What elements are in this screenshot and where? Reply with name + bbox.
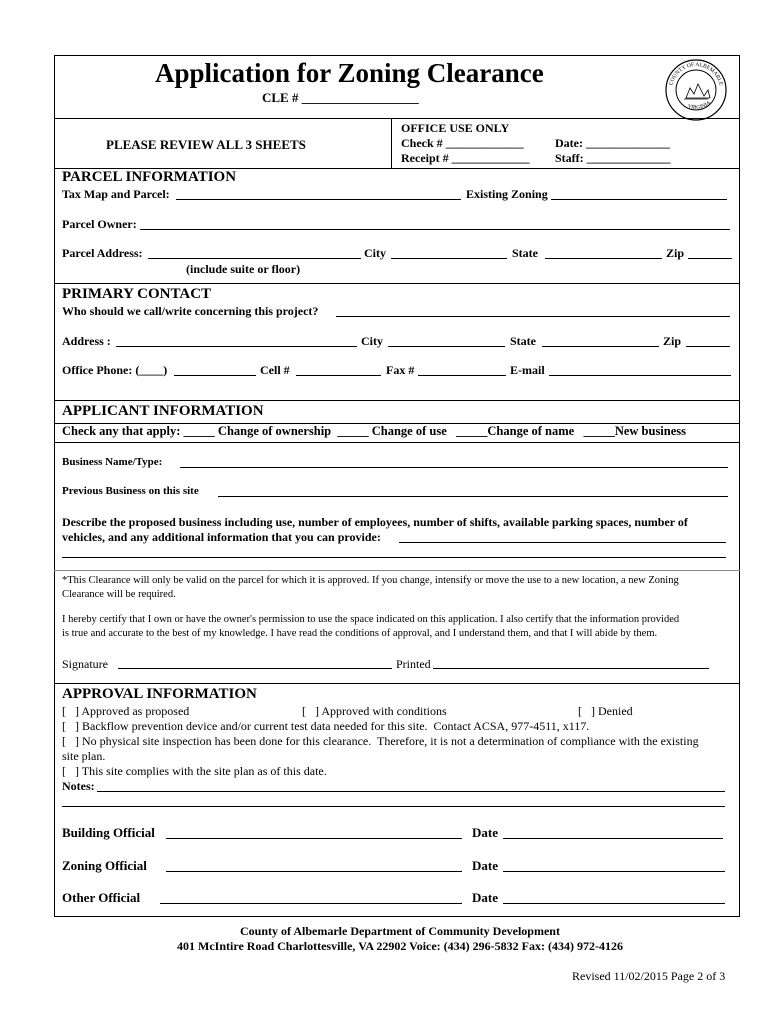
check-any-options[interactable]: Check any that apply: _____ Change of ownership _____ Change of use _____Change of name _____New business [62,424,687,438]
parcel-owner-field[interactable] [140,229,730,230]
contact-question-label: Who should we call/write concerning this project? [62,304,319,318]
building-official-field[interactable] [166,838,462,839]
other-date-field[interactable] [503,903,725,904]
parcel-heading: PARCEL INFORMATION [62,169,237,185]
contact-address-label: Address : [62,334,111,348]
office-phone-field[interactable] [174,375,256,376]
previous-business-field[interactable] [218,496,728,497]
zoning-official-label: Zoning Official [62,858,147,873]
contact-city-field[interactable] [388,346,505,347]
previous-business-label: Previous Business on this site [62,485,199,497]
county-seal-icon [664,58,728,122]
footer-department: County of Albemarle Department of Community Development [240,924,560,938]
email-label: E-mail [510,363,545,377]
contact-heading: PRIMARY CONTACT [62,286,212,302]
cell-field[interactable] [296,375,381,376]
office-use-title: OFFICE USE ONLY [401,121,510,135]
cell-label: Cell # [260,363,290,377]
validity-note-2: Clearance will be required. [62,589,176,600]
zoning-official-field[interactable] [166,871,462,872]
no-inspection-text-2: site plan. [62,749,106,763]
describe-field-1[interactable] [399,542,726,543]
signature-label: Signature [62,657,108,671]
notes-field-2[interactable] [62,806,725,807]
parcel-state-field[interactable] [545,258,662,259]
describe-label-1: Describe the proposed business including use, number of employees, number of shifts, available parking spaces, number of [62,515,688,529]
certify-text-2: is true and accurate to the best of my knowledge. I have read the conditions of approval, and I understand them, and that I will abide by them. [62,628,658,639]
contact-zip-field[interactable] [686,346,730,347]
applicant-heading: APPLICANT INFORMATION [62,403,264,419]
other-official-label: Other Official [62,890,141,905]
parcel-city-field[interactable] [391,258,507,259]
business-name-label: Business Name/Type: [62,456,163,468]
parcel-city-label: City [364,246,386,260]
cle-number-field[interactable]: CLE # __________________ [262,90,419,105]
approved-conditions-checkbox[interactable]: [ ] Approved with conditions [302,704,447,718]
notes-label: Notes: [62,779,95,793]
denied-checkbox[interactable]: [ ] Denied [578,704,633,718]
staff-field[interactable]: Staff: ______________ [555,151,671,165]
page-title: Application for Zoning Clearance [155,58,544,88]
printed-label: Printed [396,657,431,671]
parcel-address-field[interactable] [148,258,361,259]
contact-state-label: State [510,334,536,348]
approved-checkbox[interactable]: [ ] Approved as proposed [62,704,190,718]
other-official-field[interactable] [160,903,462,904]
building-official-label: Building Official [62,825,155,840]
zoning-date-field[interactable] [503,871,725,872]
signature-field[interactable] [118,668,392,669]
describe-field-2[interactable] [62,557,726,558]
office-phone-label: Office Phone: (____) [62,363,168,377]
svg-text:COUNTY OF ALBEMARLE: COUNTY OF ALBEMARLE [668,61,724,87]
contact-address-field[interactable] [116,346,357,347]
printed-name-field[interactable] [433,668,709,669]
receipt-number-field[interactable]: Receipt # _____________ [401,151,530,165]
building-date-label: Date [472,825,498,840]
zoning-date-label: Date [472,858,498,873]
email-field[interactable] [549,375,731,376]
notes-field-1[interactable] [97,791,725,792]
validity-note-1: *This Clearance will only be valid on the parcel for which it is approved. If you change, intensify or move the use to a new location, a new Zoning [62,575,679,586]
parcel-zip-label: Zip [666,246,685,260]
other-date-label: Date [472,890,498,905]
suite-note: (include suite or floor) [186,262,301,276]
fax-label: Fax # [386,363,415,377]
svg-text:VIRGINIA: VIRGINIA [686,100,713,111]
tax-map-label: Tax Map and Parcel: [62,187,170,201]
complies-checkbox[interactable]: [ ] This site complies with the site plan as of this date. [62,764,327,778]
backflow-checkbox[interactable]: [ ] Backflow prevention device and/or current test data needed for this site. Contact ACSA, 977-4511, x117. [62,719,590,733]
approval-heading: APPROVAL INFORMATION [62,686,257,702]
parcel-address-label: Parcel Address: [62,246,143,260]
contact-name-field[interactable] [336,316,730,317]
existing-zoning-field[interactable] [551,199,727,200]
describe-label-2: vehicles, and any additional information that you can provide: [62,530,381,544]
contact-zip-label: Zip [663,334,682,348]
existing-zoning-label: Existing Zoning [466,187,548,201]
building-date-field[interactable] [503,838,723,839]
certify-text-1: I hereby certify that I own or have the owner's permission to use the space indicated on this application. I also certify that the information provided [62,614,680,625]
parcel-owner-label: Parcel Owner: [62,217,137,231]
contact-city-label: City [361,334,383,348]
review-note: PLEASE REVIEW ALL 3 SHEETS [106,137,306,152]
check-number-field[interactable]: Check # _____________ [401,136,524,150]
footer-address: 401 McIntire Road Charlottesville, VA 22902 Voice: (434) 296-5832 Fax: (434) 972-4126 [177,939,623,953]
contact-state-field[interactable] [542,346,659,347]
office-date-field[interactable]: Date: ______________ [555,136,670,150]
parcel-zip-field[interactable] [688,258,732,259]
no-inspection-checkbox[interactable]: [ ] No physical site inspection has been done for this clearance. Therefore, it is not a determination of compliance with the existing [62,734,699,748]
tax-map-field[interactable] [176,199,461,200]
revision-note: Revised 11/02/2015 Page 2 of 3 [572,969,726,983]
fax-field[interactable] [418,375,506,376]
parcel-state-label: State [512,246,538,260]
business-name-field[interactable] [180,467,728,468]
